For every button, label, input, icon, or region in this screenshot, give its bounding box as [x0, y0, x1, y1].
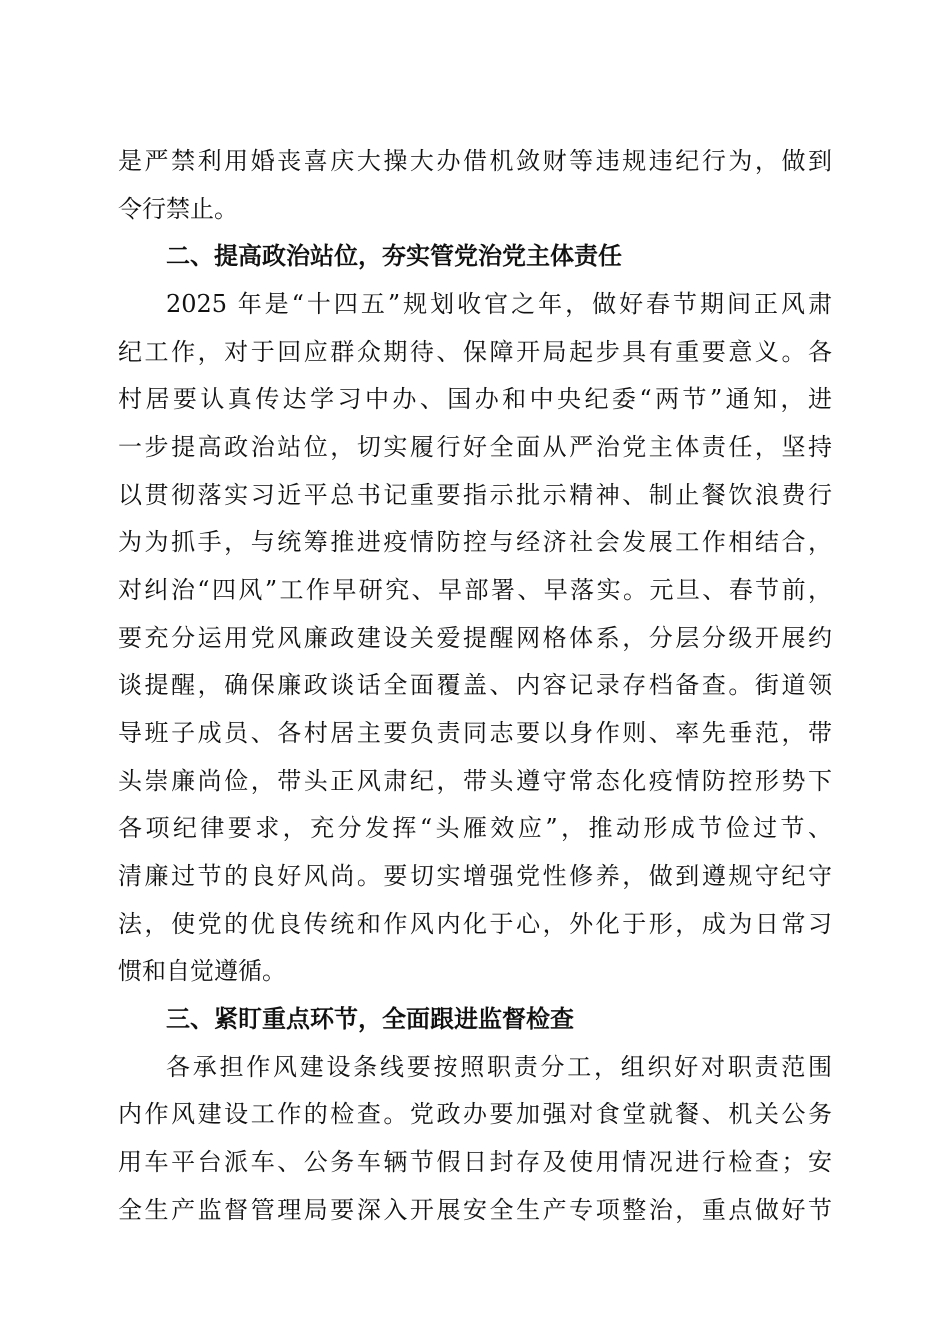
- paragraph-2-line-11: 头崇廉尚俭，带头正风肃纪，带头遵守常态化疫情防控形势下: [118, 767, 832, 795]
- paragraph-2-line-5: 以贯彻落实习近平总书记重要指示批示精神、制止餐饮浪费行: [118, 481, 832, 509]
- paragraph-3-line-1: 各承担作风建设条线要按照职责分工，组织好对职责范围: [166, 1053, 832, 1081]
- paragraph-2-line-13: 清廉过节的良好风尚。要切实增强党性修养，做到遵规守纪守: [118, 862, 832, 890]
- paragraph-1-line-1: 是严禁利用婚丧喜庆大操大办借机敛财等违规违纪行为，做到: [118, 147, 832, 175]
- paragraph-2-line-12: 各项纪律要求，充分发挥“头雁效应”，推动形成节俭过节、: [118, 814, 832, 842]
- paragraph-2-line-2: 纪工作，对于回应群众期待、保障开局起步具有重要意义。各: [118, 338, 832, 366]
- paragraph-3-line-2: 内作风建设工作的检查。党政办要加强对食堂就餐、机关公务: [118, 1100, 832, 1128]
- paragraph-1-line-2: 令行禁止。: [118, 195, 238, 223]
- section-heading-2: 二、提高政治站位，夯实管党治党主体责任: [166, 242, 622, 270]
- paragraph-2-line-6: 为为抓手，与统筹推进疫情防控与经济社会发展工作相结合，: [118, 528, 832, 556]
- paragraph-3-line-3: 用车平台派车、公务车辆节假日封存及使用情况进行检查；安: [118, 1148, 832, 1176]
- paragraph-2-line-15: 惯和自觉遵循。: [118, 957, 286, 985]
- paragraph-3-line-4: 全生产监督管理局要深入开展安全生产专项整治，重点做好节: [118, 1196, 832, 1224]
- paragraph-2-line-8: 要充分运用党风廉政建设关爱提醒网格体系，分层分级开展约: [118, 624, 832, 652]
- paragraph-2-line-9: 谈提醒，确保廉政谈话全面覆盖、内容记录存档备查。街道领: [118, 671, 832, 699]
- paragraph-2-line-10: 导班子成员、各村居主要负责同志要以身作则、率先垂范，带: [118, 719, 832, 747]
- paragraph-2-line-7: 对纠治“四风”工作早研究、早部署、早落实。元旦、春节前，: [118, 576, 832, 604]
- paragraph-2-line-4: 一步提高政治站位，切实履行好全面从严治党主体责任，坚持: [118, 433, 832, 461]
- paragraph-2-line-1: 2025 年是“十四五”规划收官之年，做好春节期间正风肃: [166, 290, 832, 318]
- paragraph-2-line-3: 村居要认真传达学习中办、国办和中央纪委“两节”通知，进: [118, 385, 832, 413]
- section-heading-3: 三、紧盯重点环节，全面跟进监督检查: [166, 1005, 574, 1033]
- paragraph-2-line-14: 法，使党的优良传统和作风内化于心，外化于形，成为日常习: [118, 910, 832, 938]
